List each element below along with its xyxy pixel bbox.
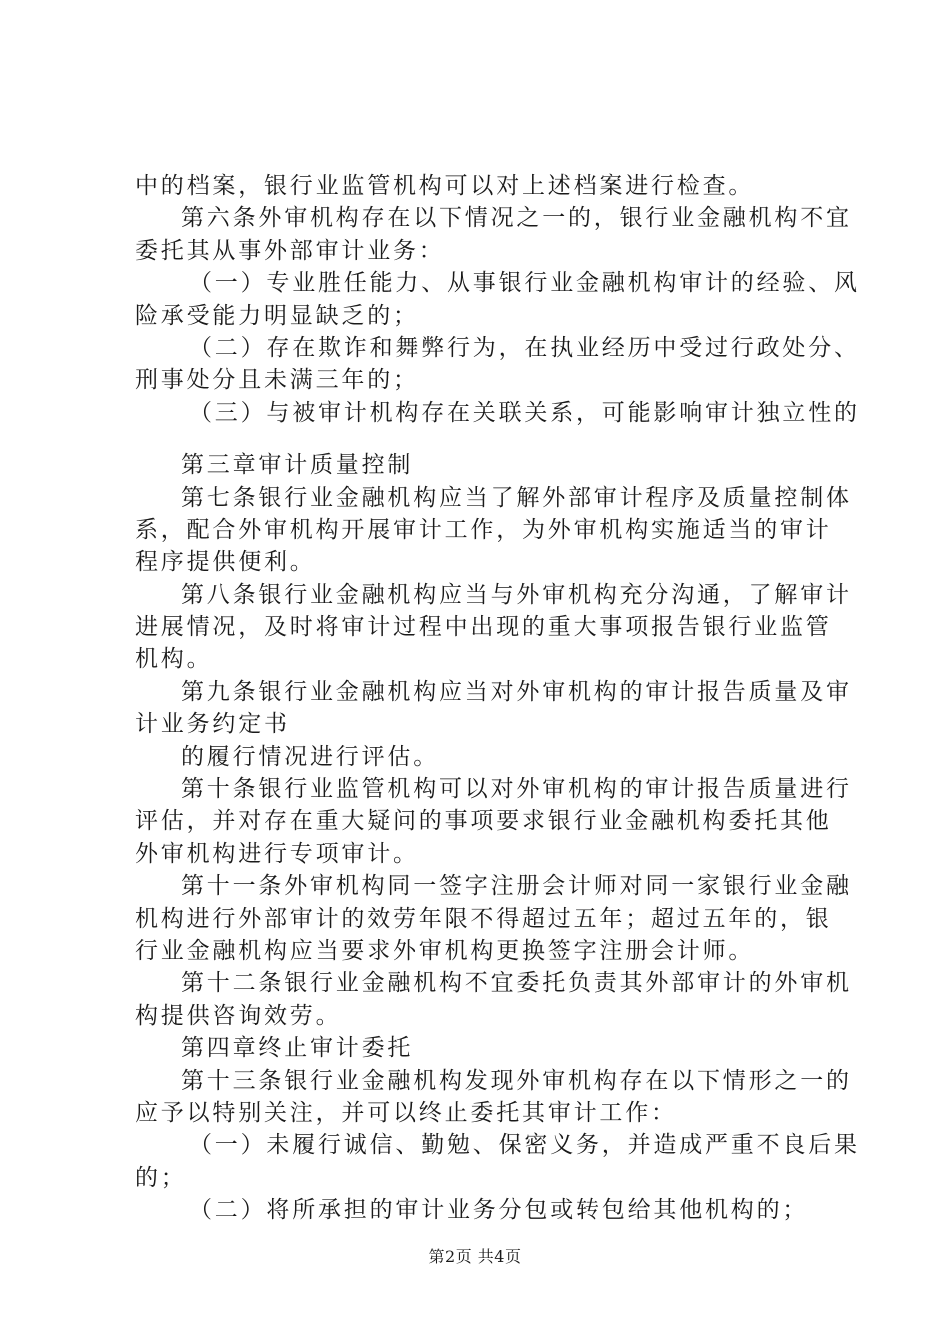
text-line: 的履行情况进行评估。 <box>181 743 439 770</box>
text-line: 系，配合外审机构开展审计工作，为外审机构实施适当的审计 <box>135 516 832 543</box>
chapter-heading: 第四章终止审计委托 <box>181 1035 414 1062</box>
text-line: 构提供咨询效劳。 <box>135 1002 342 1029</box>
text-line: 进展情况，及时将审计过程中出现的重大事项报告银行业监管 <box>135 614 832 641</box>
text-line: 第十三条银行业金融机构发现外审机构存在以下情形之一的 <box>181 1067 852 1094</box>
text-line: 程序提供便利。 <box>135 549 316 576</box>
text-line: 刑事处分且未满三年的； <box>135 367 419 394</box>
text-line: （二）存在欺诈和舞弊行为，在执业经历中受过行政处分、 <box>189 334 860 361</box>
text-line: 中的档案，银行业监管机构可以对上述档案进行检查。 <box>135 173 755 199</box>
document-body <box>135 170 860 1227</box>
text-line: 委托其从事外部审计业务： <box>135 237 445 264</box>
text-line: 第十二条银行业金融机构不宜委托负责其外部审计的外审机 <box>181 970 852 997</box>
text-line: 第十一条外审机构同一签字注册会计师对同一家银行业金融 <box>181 873 852 900</box>
text-line: 第七条银行业金融机构应当了解外部审计程序及质量控制体 <box>181 484 852 511</box>
text-line: 第八条银行业金融机构应当与外审机构充分沟通，了解审计 <box>181 581 852 608</box>
text-line: 行业金融机构应当要求外审机构更换签字注册会计师。 <box>135 937 755 964</box>
text-line: （三）与被审计机构存在关联关系，可能影响审计独立性的 <box>189 399 860 426</box>
page-number-footer: 第2页 共4页 <box>428 1247 522 1266</box>
text-line: 第九条银行业金融机构应当对外审机构的审计报告质量及审 <box>181 678 852 705</box>
text-line: 评估，并对存在重大疑问的事项要求银行业金融机构委托其他 <box>135 808 832 835</box>
text-line: （一）未履行诚信、勤勉、保密义务，并造成严重不良后果 <box>189 1132 860 1159</box>
text-line: 第十条银行业监管机构可以对外审机构的审计报告质量进行 <box>181 776 852 803</box>
text-line: 机构进行外部审计的效劳年限不得超过五年；超过五年的，银 <box>135 905 832 932</box>
text-line: 机构。 <box>135 646 213 673</box>
text-line: 险承受能力明显缺乏的； <box>135 302 419 329</box>
text-line: 计业务约定书 <box>135 711 290 738</box>
text-line: 的； <box>135 1164 187 1191</box>
text-line: （一）专业胜任能力、从事银行业金融机构审计的经验、风 <box>189 270 860 297</box>
chapter-heading: 第三章审计质量控制 <box>181 452 414 479</box>
text-line: （二）将所承担的审计业务分包或转包给其他机构的； <box>189 1197 809 1224</box>
text-line: 外审机构进行专项审计。 <box>135 840 419 867</box>
paragraph-gap <box>135 429 835 449</box>
text-line: 第六条外审机构存在以下情况之一的，银行业金融机构不宜 <box>181 205 852 232</box>
text-line: 应予以特别关注，并可以终止委托其审计工作： <box>135 1099 677 1126</box>
